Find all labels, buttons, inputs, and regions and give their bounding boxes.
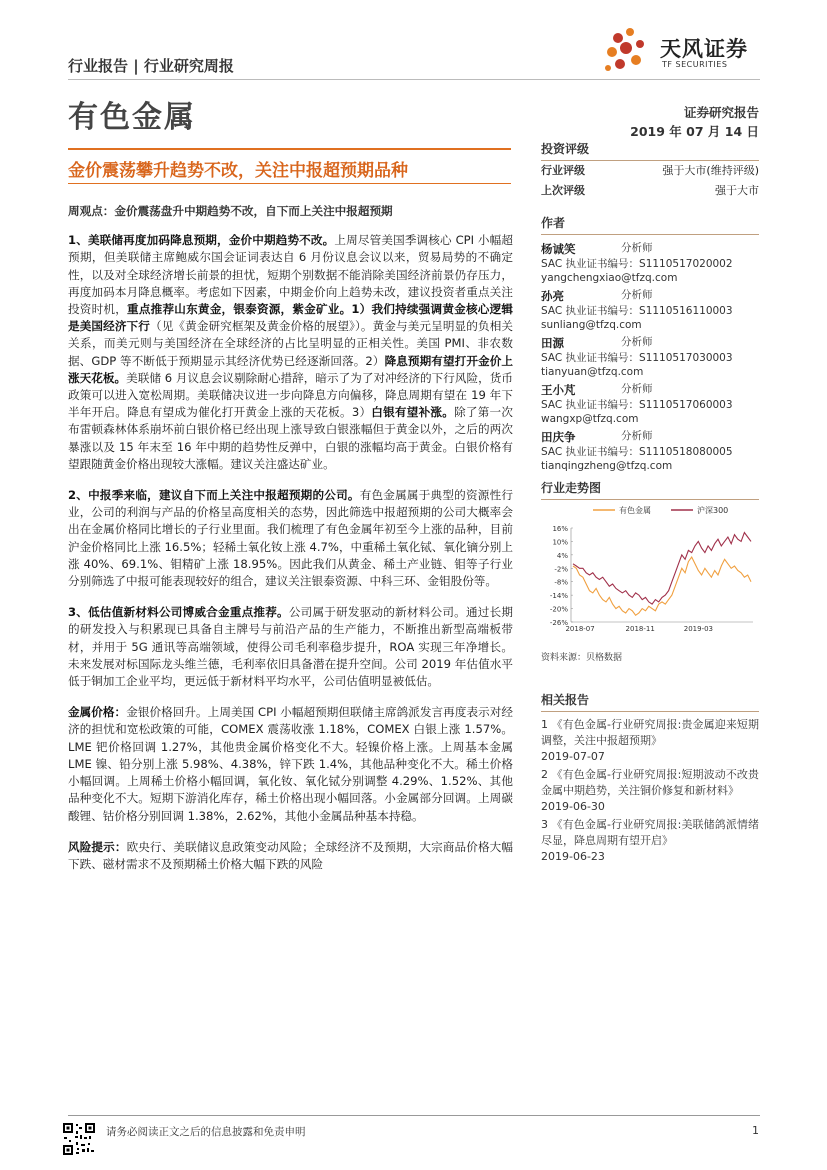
related-report-item[interactable] xyxy=(541,817,759,865)
related-report-date: 2019-06-23 xyxy=(541,850,605,863)
metal-prices-heading: 金属价格： xyxy=(68,705,127,720)
main-body xyxy=(68,203,513,887)
legend-label: 沪深300 xyxy=(697,506,729,515)
section-1-heading: 1、美联储再度加码降息预期，金价中期趋势不改。 xyxy=(68,233,335,248)
related-report-date: 2019-06-30 xyxy=(541,800,605,813)
y-tick-label: 10% xyxy=(552,538,568,547)
related-report-title[interactable]: 3 《有色金属-行业研究周报:美联储鸽派情绪尽显，降息周期有望开启》 xyxy=(541,818,759,847)
author-list xyxy=(541,241,759,473)
authors-panel xyxy=(541,214,759,476)
risk-heading: 风险提示： xyxy=(68,839,127,854)
x-tick-label: 2019-03 xyxy=(683,625,714,633)
author-entry xyxy=(541,335,759,379)
author-role: 分析师 xyxy=(621,430,653,442)
related-report-title[interactable]: 1 《有色金属-行业研究周报:贵金属迎来短期调整，关注中报超预期》 xyxy=(541,718,759,747)
related-report-item[interactable] xyxy=(541,767,759,815)
header-divider xyxy=(68,79,760,80)
page-number: 1 xyxy=(752,1124,759,1137)
author-name: 王小芃 xyxy=(541,383,576,397)
report-type: 证券研究报告 xyxy=(683,105,759,120)
metal-prices: 金属价格：金银价格回升。上周美国 CPI 小幅超预期但联储主席鸽派发言再度表示对经济的担忧和宽松政策的可能，COMEX 震荡收涨 1.18%，COMEX 白银上涨 1.57%。LME 钯价格回调 1.27%，其他贵金属价格变化不大。轻镍价格上涨。上周基本金属 LME 镍、铅分别上涨 5.98%、4.38%，锌下跌 1.4%，其他品种变化不大。稀土价格小幅回调。上周稀土价格小幅回调，氧化钕、氧化铽分别调整 4.29%、1.52%、其他品种变化不大。短期下游消化库存，稀土价格出现小幅回落。小金属部分回调。上周碳酸锂、钴价格分别回调 1.38%，2.62%，其他小金属品种基本持稳。 xyxy=(68,705,513,823)
legend-label: 有色金属 xyxy=(619,506,651,515)
x-tick-label: 2018-11 xyxy=(625,625,655,633)
series-line xyxy=(573,557,751,615)
author-name: 孙亮 xyxy=(541,289,564,303)
y-tick-label: 16% xyxy=(552,525,568,533)
y-tick-label: -20% xyxy=(549,605,568,614)
related-report-date: 2019-07-07 xyxy=(541,750,605,763)
y-tick-label: 4% xyxy=(556,551,568,560)
author-entry xyxy=(541,382,759,426)
related-reports xyxy=(541,692,759,867)
qr-code-icon xyxy=(62,1122,96,1156)
author-name: 田源 xyxy=(541,336,564,350)
weekly-view: 周观点：金价震荡盘升中期趋势不改，自下而上关注中报超预期 xyxy=(68,204,393,218)
logo-mark-icon xyxy=(605,28,644,71)
brand-name-cn: 天风证券 xyxy=(660,37,748,61)
section-2: 2、中报季来临，建议自下而上关注中报超预期的公司。有色金属属于典型的资源性行业，公司的利润与产品的价格呈高度相关的态势，因此筛选中报超预期的公司大概率会出在金属价格同比增长的子行业里面。我们梳理了有色金属年初至今上涨的品种，目前沪金价格同比上涨 16.5%；轻稀土氧化钕上涨 4.7%，中重稀土氧化铽、氧化镝分别上涨 40%、69.1%、钼精矿上涨 18.95%。因此我们从黄金、稀土产业链、钼等子行业分别筛选了中报可能表现较好的组合，建议关注银泰资源、中科三环、金钼股份等。 xyxy=(68,488,513,589)
y-tick-label: -26% xyxy=(549,619,568,627)
x-tick-label: 2018-07 xyxy=(565,625,595,633)
author-entry xyxy=(541,429,759,473)
author-cert: SAC 执业证书编号：S1110517020002 xyxy=(541,258,733,270)
footer-divider xyxy=(68,1115,760,1116)
previous-rating-row: 上次评级 强于大市 xyxy=(541,184,759,197)
author-name: 田庆争 xyxy=(541,430,576,444)
related-heading: 相关报告 xyxy=(541,693,590,707)
author-role: 分析师 xyxy=(621,336,653,348)
author-name: 杨诚笑 xyxy=(541,242,576,256)
series-line xyxy=(573,533,751,605)
chart-source: 资料来源：贝格数据 xyxy=(541,653,623,663)
section-3: 3、低估值新材料公司博威合金重点推荐。公司属于研发驱动的新材料公司。通过长期的研发投入与积累现已具备自主牌号与前沿产品的生产能力，不断推出新型高端板带材，并用于 5G 通讯等高端领域，使得公司毛利率稳步提升，ROA 实现三年净增长。未来发展对标国际龙头维兰德，毛利率依旧具备潜在提升空间。公司 2019 年估值水平低于铜加工企业平均，更远低于新材料平均水平，公司估值明显被低估。 xyxy=(68,605,513,689)
related-list xyxy=(541,717,759,865)
author-role: 分析师 xyxy=(621,242,653,254)
author-cert: SAC 执业证书编号：S1110517030003 xyxy=(541,352,733,364)
section-2-heading: 2、中报季来临，建议自下而上关注中报超预期的公司。 xyxy=(68,488,360,503)
author-cert: SAC 执业证书编号：S1110518080005 xyxy=(541,446,733,458)
sector-title: 有色金属 xyxy=(68,100,196,135)
author-email[interactable]: wangxp@tfzq.com xyxy=(541,413,639,425)
author-entry xyxy=(541,288,759,332)
authors-heading: 作者 xyxy=(541,216,566,230)
author-email[interactable]: yangchengxiao@tfzq.com xyxy=(541,272,678,284)
related-report-title[interactable]: 2 《有色金属-行业研究周报:短期波动不改贵金属中期趋势，关注铜价修复和新材料》 xyxy=(541,768,759,797)
author-cert: SAC 执业证书编号：S1110517060003 xyxy=(541,399,733,411)
section-1: 1、美联储再度加码降息预期，金价中期趋势不改。上周尽管美国季调核心 CPI 小幅超预期，但美联储主席鲍威尔国会证词表达自 6 月份议息会议以来，贸易局势的不确定性，以及对全球经济增长前景的担忧，短期个别数据不能消除美国经济前景仍存压力，再度加码本月降息概率。考虑如下因素，中期金价向上趋势未改，建议投资者重点关注投资时机，重点推荐山东黄金，银泰资源，紫金矿业。1）我们持续强调黄金核心逻辑是美国经济下行（见《黄金研究框架及黄金价格的展望》）。黄金与美元呈明显的负相关关系，而美元则与美国经济在全球经济的占比呈明显的正相关性。美国 PMI、非农数据、GDP 等不断低于预期显示其经济优势已经逐渐回落。2）降息预期有望打开金价上涨天花板。美联储 6 月议息会议剔除耐心措辞，暗示了为了对冲经济的下行风险，货币政策可以进入宽松周期。美联储决议进一步向降息方向偏移，降息周期有望在 19 年下半年开启。降息有望成为催化打开黄金上涨的天花板。3）白银有望补涨。除了第一次布雷顿森林体系崩坏前白银价格已经出现上涨导致白银涨幅但于黄金以外，之后的两次暴涨以及 15 年末至 16 年中期的趋势性反弹中，白银的涨幅均高于黄金。白银价格有望跟随黄金价格出现较大涨幅。建议关注盛达矿业。 xyxy=(68,233,513,471)
trend-heading: 行业走势图 xyxy=(541,481,602,495)
footer-disclaimer: 请务必阅读正文之后的信息披露和免责申明 xyxy=(106,1126,306,1138)
title-top-rule xyxy=(68,148,511,150)
report-title: 金价震荡攀升趋势不改，关注中报超预期品种 xyxy=(68,161,408,181)
section-3-heading: 3、低估值新材料公司博威合金重点推荐。 xyxy=(68,605,289,620)
related-report-item[interactable] xyxy=(541,717,759,765)
author-role: 分析师 xyxy=(621,289,653,301)
report-date: 2019 年 07 月 14 日 xyxy=(630,124,759,139)
risk-warning: 风险提示：欧央行、美联储议息政策变动风险；全球经济不及预期，大宗商品价格大幅下跌、磁材需求不及预期稀土价格大幅下跌的风险 xyxy=(68,839,513,871)
author-entry xyxy=(541,241,759,285)
title-bottom-rule xyxy=(68,183,511,184)
author-email[interactable]: tianqingzheng@tfzq.com xyxy=(541,460,673,472)
rating-panel xyxy=(541,140,759,201)
author-cert: SAC 执业证书编号：S1110516110003 xyxy=(541,305,733,317)
author-role: 分析师 xyxy=(621,383,653,395)
author-email[interactable]: sunliang@tfzq.com xyxy=(541,319,642,331)
trend-heading-wrap xyxy=(541,479,759,500)
trend-chart xyxy=(541,500,759,650)
rating-heading: 投资评级 xyxy=(541,142,590,156)
y-tick-label: -2% xyxy=(554,565,568,574)
y-tick-label: -14% xyxy=(549,592,568,601)
y-tick-label: -8% xyxy=(554,578,568,587)
author-email[interactable]: tianyuan@tfzq.com xyxy=(541,366,644,378)
report-category: 行业报告 | 行业研究周报 xyxy=(68,57,234,75)
brand-name-en: TF SECURITIES xyxy=(662,60,728,69)
industry-rating-row: 行业评级 强于大市(维持评级) xyxy=(541,164,759,177)
